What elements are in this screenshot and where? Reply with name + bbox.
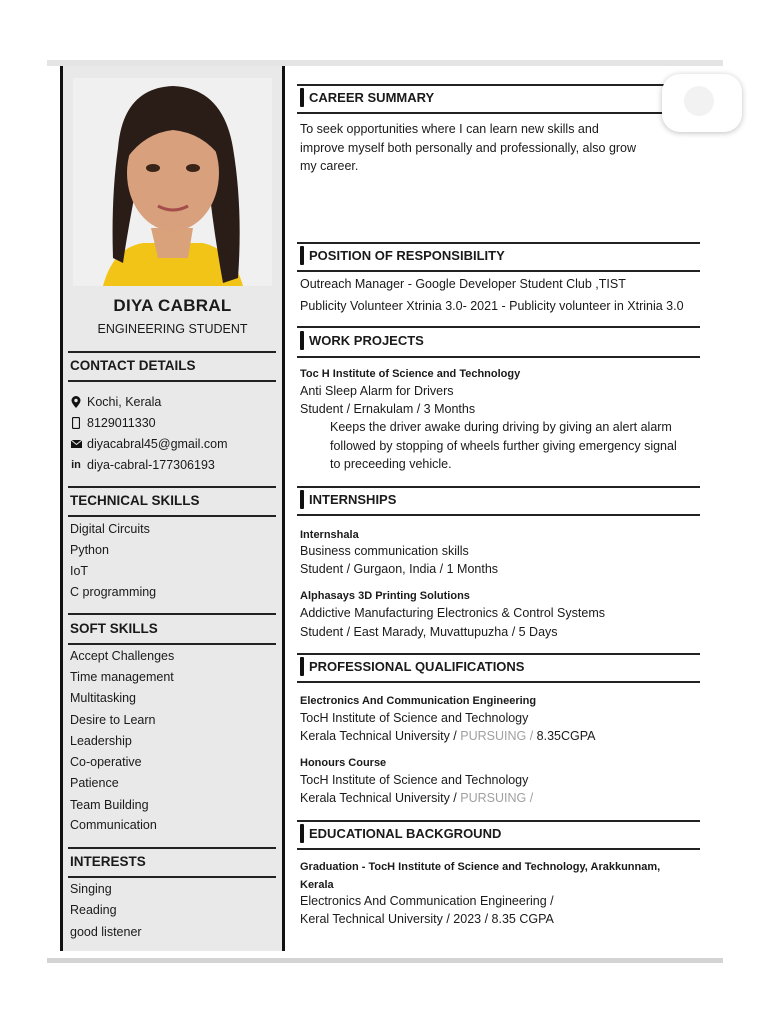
work-projects-title: WORK PROJECTS: [309, 333, 424, 348]
divider: [297, 820, 700, 822]
qualifications-heading: [300, 657, 524, 676]
heading-marker: [300, 657, 304, 676]
technical-skills-heading: TECHNICAL SKILLS: [70, 493, 200, 508]
description-line: Keeps the driver awake during driving by giving an alert alarm: [330, 420, 672, 434]
qualifications-title: PROFESSIONAL QUALIFICATIONS: [309, 659, 525, 674]
internship-title: Business communication skills: [300, 544, 469, 558]
soft-skill-item: Patience: [70, 776, 119, 790]
project-title: Anti Sleep Alarm for Drivers: [300, 384, 454, 398]
qualification-university: Kerala Technical University /: [300, 729, 461, 743]
divider: [68, 486, 276, 488]
divider: [297, 848, 700, 850]
summary-line: improve myself both personally and professionally, also grow: [300, 140, 637, 155]
divider: [297, 270, 700, 272]
candidate-role: ENGINEERING STUDENT: [97, 322, 248, 336]
linkedin-text[interactable]: diya-cabral-177306193: [87, 458, 215, 472]
internships-title: INTERNSHIPS: [309, 492, 397, 507]
soft-skill-item: Time management: [70, 670, 174, 684]
qualification-meta: [300, 727, 596, 746]
heading-marker: [300, 490, 304, 509]
project-meta: Student / Ernakulam / 3 Months: [300, 402, 476, 416]
soft-skill-item: Desire to Learn: [70, 713, 156, 727]
profile-photo: [73, 78, 272, 286]
phone-text: 8129011330: [87, 416, 156, 430]
soft-skill-item: Co-operative: [70, 755, 142, 769]
heading-marker: [300, 331, 304, 350]
skill-item: C programming: [70, 585, 157, 599]
contact-linkedin: [70, 458, 215, 472]
qualification-status: PURSUING /: [460, 729, 537, 743]
divider: [68, 613, 276, 615]
qualification-degree: Honours Course: [300, 757, 387, 769]
skill-item: IoT: [70, 564, 89, 578]
internship-meta: Student / East Marady, Muvattupuzha / 5 Days: [300, 625, 558, 639]
responsibility-title: POSITION OF RESPONSIBILITY: [309, 248, 505, 263]
candidate-name: DIYA CABRAL: [113, 296, 232, 315]
interest-item: Singing: [70, 882, 112, 896]
project-description: [330, 418, 677, 474]
soft-skills-heading: SOFT SKILLS: [70, 621, 158, 636]
education-title: EDUCATIONAL BACKGROUND: [309, 826, 502, 841]
divider: [68, 847, 276, 849]
contact-location: [70, 395, 161, 409]
interest-item: good listener: [70, 925, 142, 939]
divider: [297, 356, 700, 358]
floating-action-button[interactable]: [662, 74, 742, 132]
summary-line: To seek opportunities where I can learn new skills and: [300, 122, 599, 136]
divider: [68, 876, 276, 878]
qualification-institute: TocH Institute of Science and Technology: [300, 711, 529, 725]
divider: [68, 515, 276, 517]
contact-email: [70, 437, 228, 451]
contact-heading: CONTACT DETAILS: [70, 358, 196, 373]
divider: [297, 514, 700, 516]
linkedin-icon: in: [71, 459, 81, 471]
career-summary-text: [300, 120, 636, 176]
heading-marker: [300, 824, 304, 843]
divider: [297, 653, 700, 655]
sidebar-left-rule: [60, 66, 63, 951]
internship-org: Internshala: [300, 529, 359, 541]
responsibility-line: Publicity Volunteer Xtrinia 3.0- 2021 - Publicity volunteer in Xtrinia 3.0: [300, 299, 684, 313]
floating-button-icon: [684, 86, 714, 116]
soft-skill-item: Multitasking: [70, 691, 136, 705]
career-summary-title: CAREER SUMMARY: [309, 90, 435, 105]
divider: [68, 643, 276, 645]
internships-heading: [300, 490, 396, 509]
internship-org: Alphasays 3D Printing Solutions: [300, 590, 470, 602]
divider: [297, 326, 700, 328]
envelope-icon: [70, 438, 82, 450]
heading-marker: [300, 246, 304, 265]
column-divider: [282, 66, 285, 951]
location-pin-icon: [70, 396, 82, 408]
work-projects-heading: [300, 331, 424, 350]
divider: [297, 486, 700, 488]
responsibility-heading: [300, 246, 505, 265]
description-line: to preceeding vehicle.: [330, 457, 452, 471]
divider: [297, 112, 700, 114]
education-line: Keral Technical University / 2023 / 8.35 CGPA: [300, 912, 554, 926]
qualification-status: PURSUING /: [460, 791, 534, 805]
skill-item: Python: [70, 543, 109, 557]
education-heading: [300, 824, 501, 843]
interest-item: Reading: [70, 903, 117, 917]
skill-item: Digital Circuits: [70, 522, 150, 536]
bottom-strip: [47, 958, 723, 963]
soft-skill-item: Communication: [70, 818, 157, 832]
internship-title: Addictive Manufacturing Electronics & Control Systems: [300, 606, 605, 620]
location-text: Kochi, Kerala: [87, 395, 162, 409]
career-summary-heading: [300, 88, 434, 107]
qualification-score: 8.35CGPA: [536, 729, 596, 743]
divider: [297, 242, 700, 244]
qualification-university: Kerala Technical University /: [300, 791, 461, 805]
qualification-degree: Electronics And Communication Engineering: [300, 695, 537, 707]
qualification-institute: TocH Institute of Science and Technology: [300, 773, 529, 787]
description-line: followed by stopping of wheels further giving emergency signal: [330, 438, 677, 453]
qualification-meta: [300, 789, 533, 808]
email-text[interactable]: diyacabral45@gmail.com: [87, 437, 228, 451]
soft-skill-item: Leadership: [70, 734, 132, 748]
divider: [297, 84, 700, 86]
interests-heading: INTERESTS: [70, 854, 146, 869]
responsibility-line: Outreach Manager - Google Developer Student Club ,TIST: [300, 277, 626, 291]
education-line: Electronics And Communication Engineering /: [300, 894, 554, 908]
summary-line: my career.: [300, 159, 359, 173]
divider: [68, 351, 276, 353]
heading-marker: [300, 88, 304, 107]
soft-skill-item: Team Building: [70, 798, 149, 812]
education-title-line: Kerala: [300, 879, 334, 891]
contact-phone: [70, 416, 156, 430]
education-title-line: Graduation - TocH Institute of Science and Technology, Arakkunnam,: [300, 861, 661, 873]
phone-icon: [70, 417, 82, 429]
project-org: Toc H Institute of Science and Technology: [300, 368, 521, 380]
divider: [297, 681, 700, 683]
soft-skill-item: Accept Challenges: [70, 649, 175, 663]
internship-meta: Student / Gurgaon, India / 1 Months: [300, 562, 499, 576]
divider: [68, 380, 276, 382]
